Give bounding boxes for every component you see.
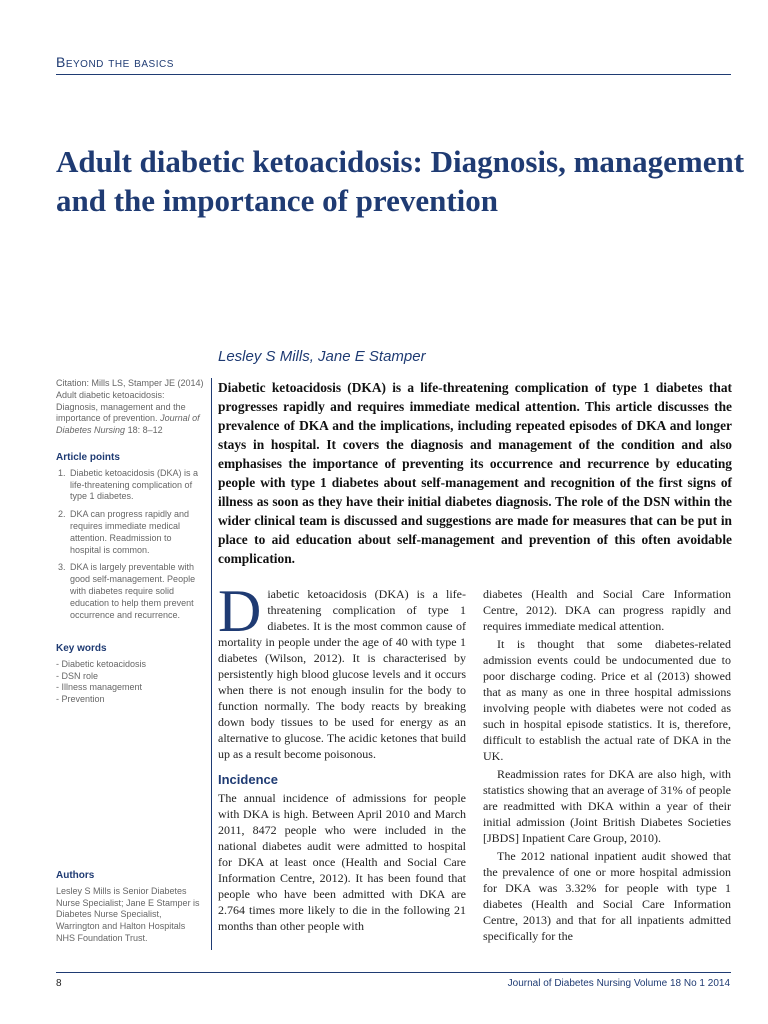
key-word: - Illness management [56, 682, 204, 694]
article-abstract: Diabetic ketoacidosis (DKA) is a life-threatening complication of type 1 diabetes that progresses rapidly and requires immediate medical attention. This article discusses the prevalence of DKA and the implications, including repeated episodes of DKA and longer stays in hospital. It covers the diagnosis and management of the condition and also emphasises the importance of preventing its occurrence and recurrence by educating people with type 1 diabetes about self-management and recognition of the first signs of illness as soon as they have their initial diabetes diagnosis. The role of the DSN within the wider clinical team is discussed and suggestions are made for measures that can be put in place to aid education about self-management and prevention of this often avoidable complication. [218, 380, 732, 566]
article-point: 1. Diabetic ketoacidosis (DKA) is a life-threatening complication of type 1 diabetes. [68, 468, 204, 503]
authors-block [56, 870, 204, 945]
key-words-list [56, 659, 204, 706]
intro-paragraph [218, 578, 466, 762]
header-divider [56, 74, 731, 75]
sidebar-divider [211, 378, 212, 950]
key-word: - DSN role [56, 671, 204, 683]
article-point: 3. DKA is largely preventable with good self-management. People with diabetes require solid education to help them prevent occurrence and recurrence. [68, 562, 204, 621]
key-words-block [56, 643, 204, 706]
footer-divider [56, 972, 731, 973]
article-point: 2. DKA can progress rapidly and requires immediate medical attention. Readmission to hospital is common. [68, 509, 204, 556]
intro-text: iabetic ketoacidosis (DKA) is a life-threatening complication of type 1 diabetes. It is the most common cause of mortality in people under the age of 40 with type 1 diabetes (Wilson, 2012). It is characterised by persistently high blood glucose levels and it occurs when there is not enough insulin for the body to function normally. The body reacts by breaking down body tissues to be used for energy as an alternative to glucose. The acidic ketones that build up as a result become poisonous. [218, 587, 466, 761]
incidence-heading: Incidence [218, 772, 278, 787]
article-points-heading: Article points [56, 452, 120, 463]
body-column-2 [483, 586, 731, 946]
body-paragraph: It is thought that some diabetes-related admission events could be undocumented due to poor discharge coding. Price et al (2013) showed that as many as one in three hospital admissions involving people with diabetes were not coded as such in hospital episode statistics. It is, therefore, difficult to establish the actual rate of DKA in the UK. [483, 637, 731, 763]
body-paragraph: Readmission rates for DKA are also high, with statistics showing that an average of 31% of people are readmitted with DKA within a year of their initial admission (Joint British Diabetes Societies [JBDS] Inpatient Care Group, 2010). [483, 767, 731, 845]
incidence-paragraph: The annual incidence of admissions for people with DKA is high. Between April 2010 and March 2011, 8472 people who were included in the national diabetes audit were admitted to hospital for DKA at least once (Health and Social Care Information Centre, 2012). It has been found that people who have been admitted with DKA are 2.764 times more likely to die in the following 21 months than other people with [218, 791, 466, 933]
citation-volume: 18: 8–12 [127, 425, 163, 436]
article-title: Adult diabetic ketoacidosis: Diagnosis, management and the importance of prevention [56, 144, 745, 218]
page-number: 8 [56, 978, 62, 989]
section-label: Beyond the basics [56, 54, 174, 70]
authors-affiliation: Lesley S Mills is Senior Diabetes Nurse Specialist; Jane E Stamper is Diabetes Nurse Specialist, Warrington and Halton Hospitals NHS Foundation Trust. [56, 885, 200, 943]
body-column-1 [218, 578, 466, 936]
article-points-block [56, 452, 204, 627]
article-points-list [56, 468, 204, 622]
key-word: - Diabetic ketoacidosis [56, 659, 204, 671]
body-paragraph: diabetes (Health and Social Care Information Centre, 2012). DKA can progress rapidly and requires immediate medical attention. [483, 587, 731, 633]
key-word: - Prevention [56, 694, 204, 706]
drop-cap: D [218, 578, 262, 644]
authors-heading: Authors [56, 870, 95, 881]
citation-block [56, 378, 204, 437]
citation-journal: Journal of Diabetes Nursing [56, 413, 200, 436]
body-paragraph: The 2012 national inpatient audit showed that the prevalence of one or more hospital admission for DKA was 3.32% for people with type 1 diabetes (Health and Social Care Information Centre, 2013) and that for all inpatients admitted specifically for the [483, 849, 731, 943]
key-words-heading: Key words [56, 643, 107, 654]
citation-text: Citation: Mills LS, Stamper JE (2014) Adult diabetic ketoacidosis: Diagnosis, management and the importance of prevention. [56, 378, 204, 424]
article-authors: Lesley S Mills, Jane E Stamper [218, 348, 426, 365]
journal-footer: Journal of Diabetes Nursing Volume 18 No 1 2014 [507, 978, 730, 989]
